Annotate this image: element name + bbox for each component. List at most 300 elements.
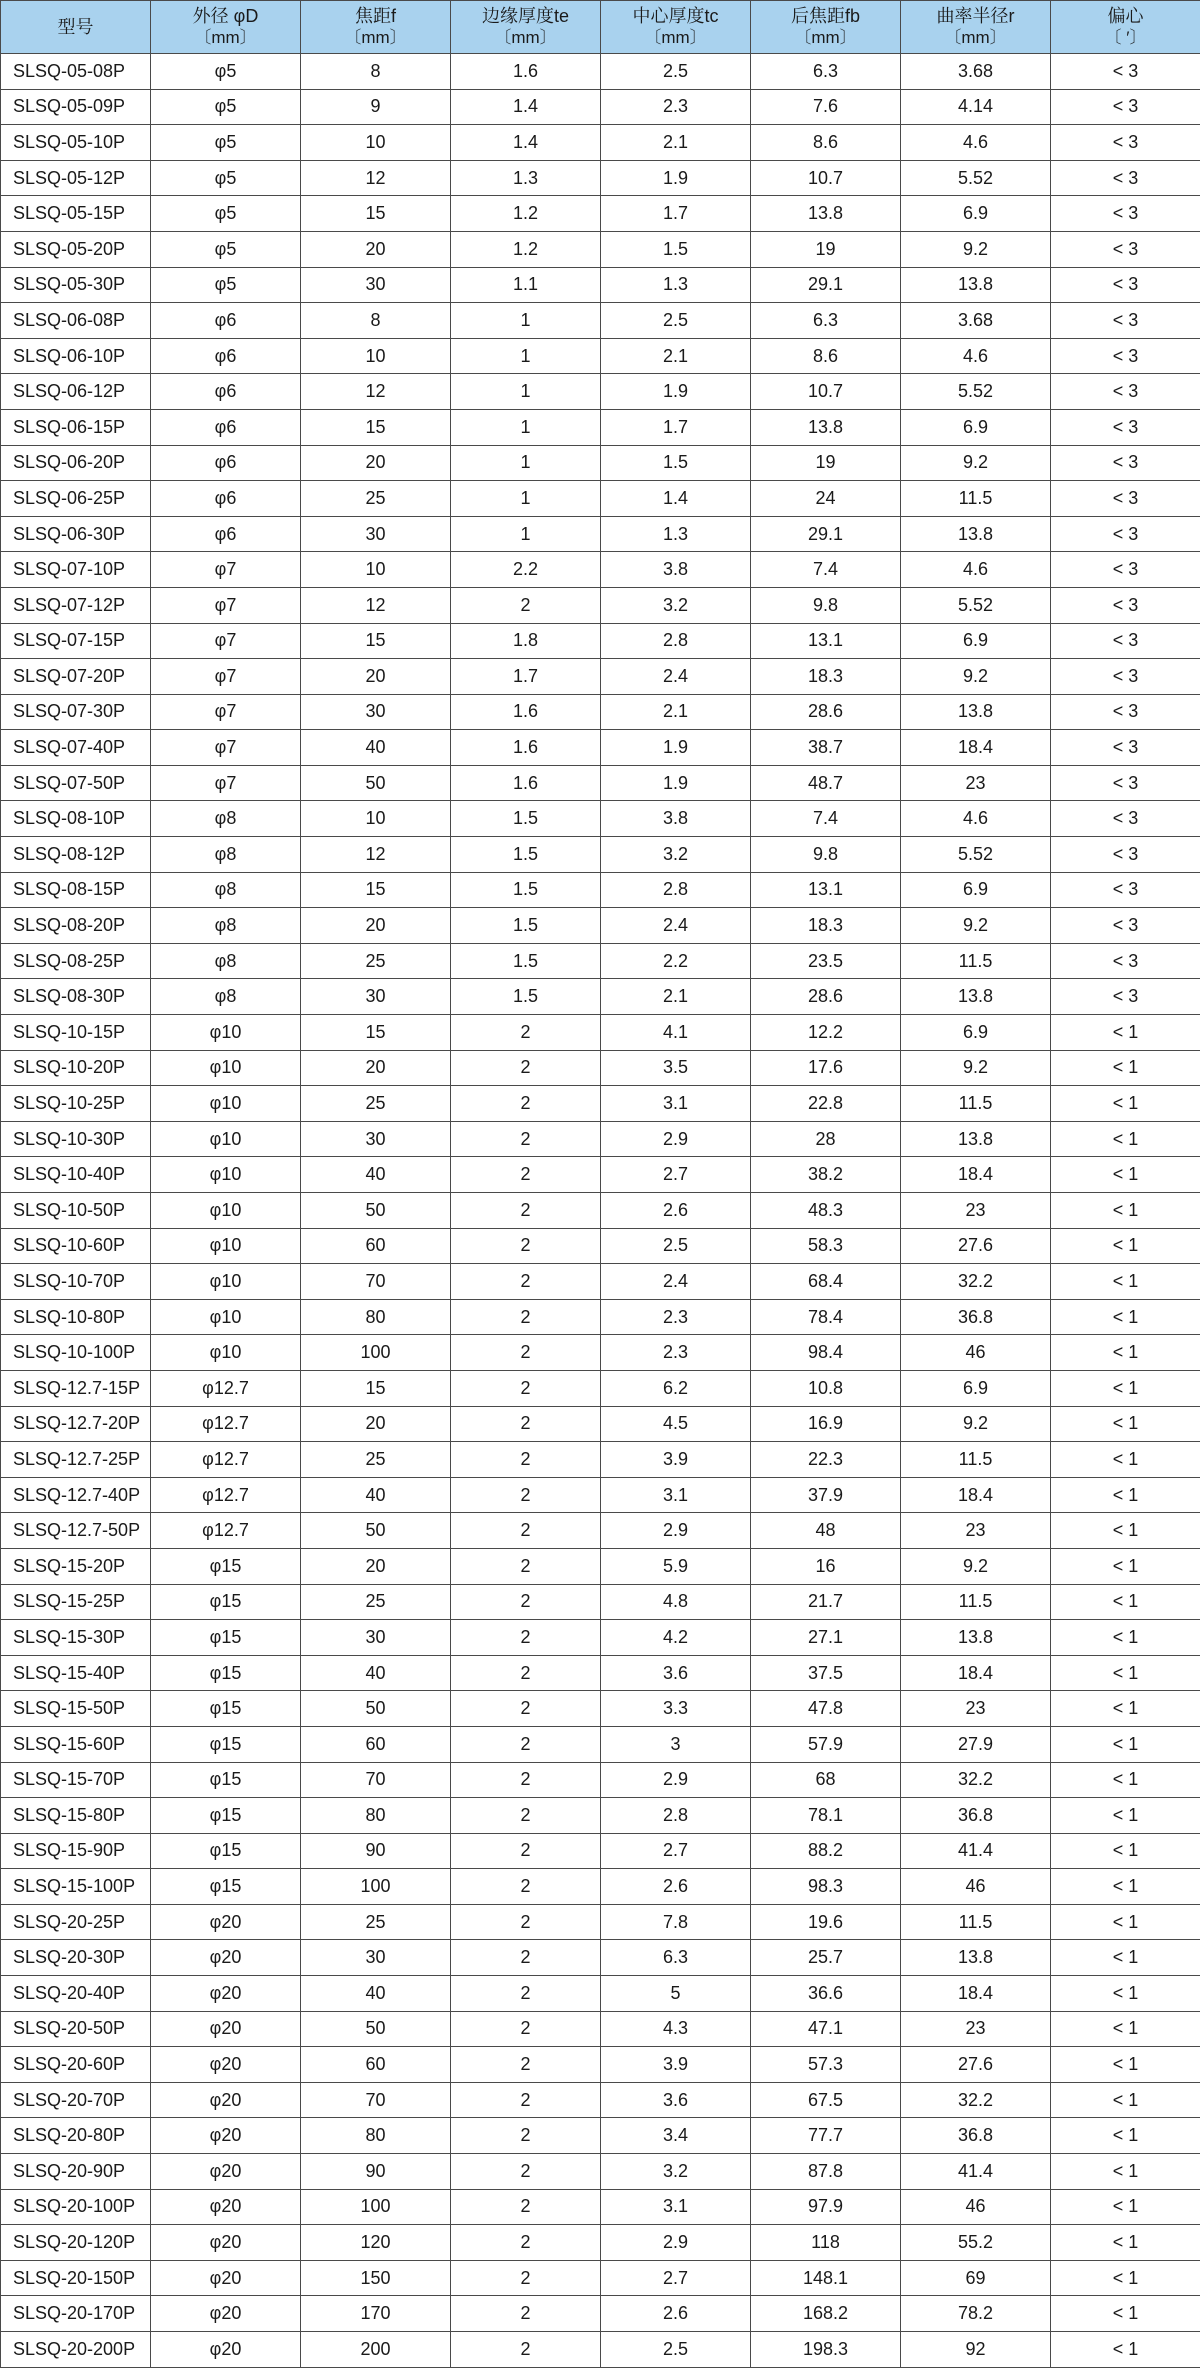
column-header-back-focal-length — [751, 1, 901, 54]
cell-edge-thickness: 1.6 — [451, 730, 601, 766]
cell-model: SLSQ-20-90P — [1, 2154, 151, 2190]
cell-eccentricity: < 1 — [1051, 1477, 1200, 1513]
column-header-model — [1, 1, 151, 54]
cell-edge-thickness: 1.5 — [451, 837, 601, 873]
cell-focal-length: 80 — [301, 2118, 451, 2154]
cell-eccentricity: < 1 — [1051, 2332, 1200, 2368]
cell-center-thickness: 4.5 — [601, 1406, 751, 1442]
table-row — [1, 2189, 1200, 2225]
cell-eccentricity: < 1 — [1051, 2082, 1200, 2118]
table-row — [1, 2082, 1200, 2118]
cell-edge-thickness: 2 — [451, 1940, 601, 1976]
cell-focal-length: 8 — [301, 303, 451, 339]
cell-back-focal-length: 19 — [751, 231, 901, 267]
cell-center-thickness: 2.3 — [601, 89, 751, 125]
cell-edge-thickness: 1.6 — [451, 765, 601, 801]
cell-edge-thickness: 2 — [451, 1548, 601, 1584]
cell-eccentricity: < 3 — [1051, 374, 1200, 410]
cell-eccentricity: < 1 — [1051, 1193, 1200, 1229]
cell-back-focal-length: 47.1 — [751, 2011, 901, 2047]
cell-curvature-radius: 4.6 — [901, 801, 1051, 837]
cell-center-thickness: 4.3 — [601, 2011, 751, 2047]
cell-edge-thickness: 2 — [451, 1798, 601, 1834]
cell-outer-diameter: φ15 — [151, 1833, 301, 1869]
cell-eccentricity: < 1 — [1051, 1584, 1200, 1620]
table-row — [1, 160, 1200, 196]
cell-back-focal-length: 13.1 — [751, 623, 901, 659]
cell-back-focal-length: 148.1 — [751, 2260, 901, 2296]
cell-curvature-radius: 32.2 — [901, 1264, 1051, 1300]
table-row — [1, 1442, 1200, 1478]
cell-eccentricity: < 1 — [1051, 1335, 1200, 1371]
cell-model: SLSQ-08-12P — [1, 837, 151, 873]
cell-outer-diameter: φ10 — [151, 1015, 301, 1051]
cell-outer-diameter: φ5 — [151, 160, 301, 196]
cell-model: SLSQ-10-20P — [1, 1050, 151, 1086]
cell-edge-thickness: 1.8 — [451, 623, 601, 659]
cell-edge-thickness: 1.5 — [451, 872, 601, 908]
cell-edge-thickness: 2 — [451, 1299, 601, 1335]
cell-eccentricity: < 3 — [1051, 231, 1200, 267]
cell-center-thickness: 5.9 — [601, 1548, 751, 1584]
cell-model: SLSQ-08-20P — [1, 908, 151, 944]
table-row — [1, 374, 1200, 410]
cell-center-thickness: 1.9 — [601, 730, 751, 766]
cell-curvature-radius: 13.8 — [901, 979, 1051, 1015]
column-header-label: 焦距f — [354, 6, 396, 26]
cell-model: SLSQ-05-30P — [1, 267, 151, 303]
cell-outer-diameter: φ20 — [151, 2118, 301, 2154]
cell-edge-thickness: 2 — [451, 1620, 601, 1656]
cell-center-thickness: 2.1 — [601, 694, 751, 730]
cell-model: SLSQ-06-20P — [1, 445, 151, 481]
cell-eccentricity: < 3 — [1051, 801, 1200, 837]
cell-center-thickness: 2.4 — [601, 659, 751, 695]
cell-center-thickness: 2.8 — [601, 623, 751, 659]
cell-model: SLSQ-10-15P — [1, 1015, 151, 1051]
cell-center-thickness: 3.2 — [601, 837, 751, 873]
cell-outer-diameter: φ20 — [151, 2225, 301, 2261]
cell-back-focal-length: 6.3 — [751, 54, 901, 90]
cell-eccentricity: < 3 — [1051, 659, 1200, 695]
cell-outer-diameter: φ5 — [151, 125, 301, 161]
cell-curvature-radius: 3.68 — [901, 54, 1051, 90]
column-header-center-thickness — [601, 1, 751, 54]
cell-edge-thickness: 1.2 — [451, 196, 601, 232]
cell-back-focal-length: 21.7 — [751, 1584, 901, 1620]
cell-back-focal-length: 48.3 — [751, 1193, 901, 1229]
cell-center-thickness: 2.2 — [601, 943, 751, 979]
cell-edge-thickness: 2 — [451, 1264, 601, 1300]
table-row — [1, 1798, 1200, 1834]
cell-eccentricity: < 3 — [1051, 694, 1200, 730]
cell-curvature-radius: 9.2 — [901, 1406, 1051, 1442]
table-row — [1, 516, 1200, 552]
cell-center-thickness: 2.9 — [601, 1762, 751, 1798]
table-row — [1, 196, 1200, 232]
cell-center-thickness: 1.3 — [601, 267, 751, 303]
cell-center-thickness: 3.5 — [601, 1050, 751, 1086]
table-row — [1, 1548, 1200, 1584]
cell-model: SLSQ-10-100P — [1, 1335, 151, 1371]
cell-curvature-radius: 27.9 — [901, 1726, 1051, 1762]
cell-back-focal-length: 12.2 — [751, 1015, 901, 1051]
cell-eccentricity: < 3 — [1051, 516, 1200, 552]
cell-edge-thickness: 2 — [451, 2332, 601, 2368]
cell-edge-thickness: 2 — [451, 2154, 601, 2190]
cell-back-focal-length: 19.6 — [751, 1904, 901, 1940]
cell-eccentricity: < 1 — [1051, 1869, 1200, 1905]
table-row — [1, 1762, 1200, 1798]
table-row — [1, 1406, 1200, 1442]
cell-edge-thickness: 2 — [451, 1655, 601, 1691]
cell-eccentricity: < 3 — [1051, 872, 1200, 908]
cell-eccentricity: < 1 — [1051, 1228, 1200, 1264]
cell-outer-diameter: φ12.7 — [151, 1442, 301, 1478]
cell-back-focal-length: 47.8 — [751, 1691, 901, 1727]
cell-center-thickness: 3.8 — [601, 801, 751, 837]
column-header-label: 偏心 — [1107, 6, 1144, 26]
cell-center-thickness: 6.3 — [601, 1940, 751, 1976]
cell-edge-thickness: 1.2 — [451, 231, 601, 267]
cell-back-focal-length: 57.3 — [751, 2047, 901, 2083]
cell-eccentricity: < 3 — [1051, 837, 1200, 873]
cell-back-focal-length: 10.7 — [751, 160, 901, 196]
cell-curvature-radius: 13.8 — [901, 516, 1051, 552]
table-row — [1, 1976, 1200, 2012]
cell-focal-length: 200 — [301, 2332, 451, 2368]
cell-eccentricity: < 1 — [1051, 1976, 1200, 2012]
cell-model: SLSQ-10-60P — [1, 1228, 151, 1264]
cell-back-focal-length: 78.1 — [751, 1798, 901, 1834]
cell-curvature-radius: 46 — [901, 2189, 1051, 2225]
cell-curvature-radius: 46 — [901, 1335, 1051, 1371]
cell-curvature-radius: 23 — [901, 1513, 1051, 1549]
cell-focal-length: 9 — [301, 89, 451, 125]
cell-curvature-radius: 6.9 — [901, 1370, 1051, 1406]
cell-focal-length: 15 — [301, 872, 451, 908]
table-row — [1, 1584, 1200, 1620]
table-body — [1, 54, 1200, 2368]
cell-outer-diameter: φ10 — [151, 1228, 301, 1264]
cell-curvature-radius: 5.52 — [901, 374, 1051, 410]
table-row — [1, 1050, 1200, 1086]
table-row — [1, 587, 1200, 623]
cell-outer-diameter: φ6 — [151, 481, 301, 517]
cell-center-thickness: 2.1 — [601, 338, 751, 374]
cell-outer-diameter: φ7 — [151, 659, 301, 695]
cell-model: SLSQ-20-25P — [1, 1904, 151, 1940]
cell-outer-diameter: φ20 — [151, 2189, 301, 2225]
cell-focal-length: 60 — [301, 2047, 451, 2083]
cell-outer-diameter: φ5 — [151, 89, 301, 125]
cell-center-thickness: 1.7 — [601, 196, 751, 232]
cell-focal-length: 50 — [301, 1193, 451, 1229]
cell-outer-diameter: φ10 — [151, 1086, 301, 1122]
cell-focal-length: 10 — [301, 125, 451, 161]
cell-model: SLSQ-15-30P — [1, 1620, 151, 1656]
cell-model: SLSQ-12.7-15P — [1, 1370, 151, 1406]
cell-curvature-radius: 18.4 — [901, 730, 1051, 766]
cell-back-focal-length: 7.6 — [751, 89, 901, 125]
cell-curvature-radius: 78.2 — [901, 2296, 1051, 2332]
cell-model: SLSQ-12.7-25P — [1, 1442, 151, 1478]
cell-eccentricity: < 3 — [1051, 730, 1200, 766]
cell-back-focal-length: 57.9 — [751, 1726, 901, 1762]
cell-outer-diameter: φ10 — [151, 1299, 301, 1335]
table-row — [1, 2154, 1200, 2190]
table-row — [1, 1086, 1200, 1122]
column-header-edge-thickness — [451, 1, 601, 54]
cell-focal-length: 40 — [301, 730, 451, 766]
cell-eccentricity: < 1 — [1051, 1157, 1200, 1193]
cell-back-focal-length: 17.6 — [751, 1050, 901, 1086]
cell-back-focal-length: 38.7 — [751, 730, 901, 766]
cell-center-thickness: 3.4 — [601, 2118, 751, 2154]
cell-focal-length: 100 — [301, 2189, 451, 2225]
cell-model: SLSQ-20-60P — [1, 2047, 151, 2083]
cell-outer-diameter: φ15 — [151, 1762, 301, 1798]
cell-back-focal-length: 68 — [751, 1762, 901, 1798]
cell-back-focal-length: 58.3 — [751, 1228, 901, 1264]
cell-back-focal-length: 18.3 — [751, 659, 901, 695]
cell-curvature-radius: 11.5 — [901, 481, 1051, 517]
cell-curvature-radius: 27.6 — [901, 1228, 1051, 1264]
cell-focal-length: 20 — [301, 1548, 451, 1584]
table-row — [1, 1121, 1200, 1157]
cell-outer-diameter: φ7 — [151, 765, 301, 801]
cell-edge-thickness: 2 — [451, 1904, 601, 1940]
cell-outer-diameter: φ8 — [151, 908, 301, 944]
cell-back-focal-length: 13.1 — [751, 872, 901, 908]
cell-center-thickness: 1.4 — [601, 481, 751, 517]
cell-focal-length: 15 — [301, 409, 451, 445]
table-row — [1, 481, 1200, 517]
cell-back-focal-length: 24 — [751, 481, 901, 517]
cell-back-focal-length: 6.3 — [751, 303, 901, 339]
cell-curvature-radius: 4.6 — [901, 338, 1051, 374]
cell-outer-diameter: φ6 — [151, 409, 301, 445]
cell-back-focal-length: 27.1 — [751, 1620, 901, 1656]
cell-model: SLSQ-05-08P — [1, 54, 151, 90]
cell-curvature-radius: 9.2 — [901, 1548, 1051, 1584]
table-row — [1, 2047, 1200, 2083]
cell-model: SLSQ-10-40P — [1, 1157, 151, 1193]
cell-model: SLSQ-15-90P — [1, 1833, 151, 1869]
cell-outer-diameter: φ8 — [151, 872, 301, 908]
cell-model: SLSQ-12.7-50P — [1, 1513, 151, 1549]
cell-model: SLSQ-08-30P — [1, 979, 151, 1015]
column-header-label: 外径 φD — [192, 6, 259, 26]
cell-eccentricity: < 1 — [1051, 1406, 1200, 1442]
cell-focal-length: 15 — [301, 1015, 451, 1051]
cell-eccentricity: < 1 — [1051, 1299, 1200, 1335]
table-row — [1, 1726, 1200, 1762]
cell-eccentricity: < 1 — [1051, 1833, 1200, 1869]
table-row — [1, 552, 1200, 588]
cell-eccentricity: < 1 — [1051, 1726, 1200, 1762]
cell-focal-length: 70 — [301, 1264, 451, 1300]
cell-eccentricity: < 1 — [1051, 1940, 1200, 1976]
table-row — [1, 979, 1200, 1015]
cell-edge-thickness: 2 — [451, 1370, 601, 1406]
cell-center-thickness: 3.8 — [601, 552, 751, 588]
cell-outer-diameter: φ6 — [151, 338, 301, 374]
cell-center-thickness: 3.9 — [601, 1442, 751, 1478]
cell-edge-thickness: 1.6 — [451, 694, 601, 730]
table-row — [1, 2296, 1200, 2332]
cell-outer-diameter: φ6 — [151, 445, 301, 481]
cell-eccentricity: < 3 — [1051, 481, 1200, 517]
cell-outer-diameter: φ15 — [151, 1620, 301, 1656]
cell-eccentricity: < 3 — [1051, 54, 1200, 90]
cell-focal-length: 90 — [301, 1833, 451, 1869]
cell-focal-length: 100 — [301, 1869, 451, 1905]
cell-center-thickness: 2.5 — [601, 2332, 751, 2368]
column-header-unit: 〔mm〕 — [194, 28, 257, 47]
cell-back-focal-length: 36.6 — [751, 1976, 901, 2012]
cell-outer-diameter: φ12.7 — [151, 1370, 301, 1406]
cell-edge-thickness: 1.5 — [451, 801, 601, 837]
cell-edge-thickness: 2 — [451, 1121, 601, 1157]
cell-edge-thickness: 2 — [451, 1157, 601, 1193]
cell-center-thickness: 2.3 — [601, 1299, 751, 1335]
table-row — [1, 659, 1200, 695]
cell-model: SLSQ-15-50P — [1, 1691, 151, 1727]
cell-center-thickness: 2.9 — [601, 1121, 751, 1157]
cell-model: SLSQ-10-80P — [1, 1299, 151, 1335]
table-row — [1, 872, 1200, 908]
cell-model: SLSQ-10-70P — [1, 1264, 151, 1300]
cell-edge-thickness: 2 — [451, 1726, 601, 1762]
cell-back-focal-length: 13.8 — [751, 409, 901, 445]
cell-eccentricity: < 1 — [1051, 1513, 1200, 1549]
cell-curvature-radius: 9.2 — [901, 659, 1051, 695]
cell-back-focal-length: 97.9 — [751, 2189, 901, 2225]
cell-eccentricity: < 1 — [1051, 1442, 1200, 1478]
cell-back-focal-length: 37.5 — [751, 1655, 901, 1691]
cell-outer-diameter: φ10 — [151, 1157, 301, 1193]
cell-model: SLSQ-15-70P — [1, 1762, 151, 1798]
cell-back-focal-length: 13.8 — [751, 196, 901, 232]
cell-focal-length: 30 — [301, 979, 451, 1015]
cell-outer-diameter: φ8 — [151, 837, 301, 873]
cell-model: SLSQ-10-30P — [1, 1121, 151, 1157]
cell-center-thickness: 2.1 — [601, 125, 751, 161]
cell-center-thickness: 2.5 — [601, 54, 751, 90]
cell-back-focal-length: 48 — [751, 1513, 901, 1549]
cell-outer-diameter: φ12.7 — [151, 1477, 301, 1513]
cell-back-focal-length: 23.5 — [751, 943, 901, 979]
cell-eccentricity: < 1 — [1051, 1620, 1200, 1656]
cell-back-focal-length: 9.8 — [751, 587, 901, 623]
cell-back-focal-length: 19 — [751, 445, 901, 481]
cell-eccentricity: < 3 — [1051, 552, 1200, 588]
cell-curvature-radius: 4.6 — [901, 552, 1051, 588]
table-row — [1, 2011, 1200, 2047]
cell-edge-thickness: 1.5 — [451, 979, 601, 1015]
cell-model: SLSQ-08-10P — [1, 801, 151, 837]
cell-curvature-radius: 46 — [901, 1869, 1051, 1905]
cell-curvature-radius: 13.8 — [901, 1620, 1051, 1656]
cell-center-thickness: 1.3 — [601, 516, 751, 552]
cell-model: SLSQ-15-60P — [1, 1726, 151, 1762]
cell-outer-diameter: φ8 — [151, 979, 301, 1015]
cell-center-thickness: 2.7 — [601, 2260, 751, 2296]
cell-edge-thickness: 1.4 — [451, 125, 601, 161]
column-header-label: 边缘厚度te — [481, 6, 569, 26]
column-header-focal-length — [301, 1, 451, 54]
cell-focal-length: 40 — [301, 1157, 451, 1193]
cell-model: SLSQ-06-08P — [1, 303, 151, 339]
cell-outer-diameter: φ7 — [151, 694, 301, 730]
cell-center-thickness: 3 — [601, 1726, 751, 1762]
cell-outer-diameter: φ5 — [151, 231, 301, 267]
cell-outer-diameter: φ20 — [151, 1904, 301, 1940]
cell-curvature-radius: 5.52 — [901, 587, 1051, 623]
cell-center-thickness: 3.9 — [601, 2047, 751, 2083]
cell-edge-thickness: 2 — [451, 1513, 601, 1549]
cell-back-focal-length: 37.9 — [751, 1477, 901, 1513]
cell-outer-diameter: φ15 — [151, 1584, 301, 1620]
cell-model: SLSQ-20-70P — [1, 2082, 151, 2118]
table-row — [1, 125, 1200, 161]
cell-center-thickness: 2.9 — [601, 2225, 751, 2261]
table-row — [1, 765, 1200, 801]
cell-edge-thickness: 2 — [451, 2296, 601, 2332]
cell-focal-length: 120 — [301, 2225, 451, 2261]
cell-outer-diameter: φ12.7 — [151, 1406, 301, 1442]
cell-focal-length: 15 — [301, 623, 451, 659]
cell-back-focal-length: 22.3 — [751, 1442, 901, 1478]
table-row — [1, 943, 1200, 979]
cell-model: SLSQ-20-30P — [1, 1940, 151, 1976]
cell-back-focal-length: 28 — [751, 1121, 901, 1157]
cell-focal-length: 30 — [301, 1121, 451, 1157]
table-row — [1, 445, 1200, 481]
column-header-unit: 〔mm〕 — [494, 28, 557, 47]
cell-center-thickness: 5 — [601, 1976, 751, 2012]
column-header-unit: 〔 ′〕 — [1104, 28, 1147, 47]
cell-outer-diameter: φ7 — [151, 587, 301, 623]
cell-outer-diameter: φ10 — [151, 1193, 301, 1229]
cell-edge-thickness: 2 — [451, 1406, 601, 1442]
cell-focal-length: 25 — [301, 1442, 451, 1478]
cell-outer-diameter: φ15 — [151, 1691, 301, 1727]
cell-eccentricity: < 1 — [1051, 2011, 1200, 2047]
cell-curvature-radius: 41.4 — [901, 2154, 1051, 2190]
cell-model: SLSQ-12.7-20P — [1, 1406, 151, 1442]
cell-curvature-radius: 11.5 — [901, 1086, 1051, 1122]
cell-center-thickness: 2.4 — [601, 1264, 751, 1300]
cell-back-focal-length: 7.4 — [751, 801, 901, 837]
table-row — [1, 1940, 1200, 1976]
table-row — [1, 231, 1200, 267]
cell-eccentricity: < 1 — [1051, 2189, 1200, 2225]
cell-model: SLSQ-05-15P — [1, 196, 151, 232]
column-header-label: 型号 — [57, 17, 94, 37]
cell-focal-length: 100 — [301, 1335, 451, 1371]
cell-eccentricity: < 3 — [1051, 303, 1200, 339]
cell-eccentricity: < 3 — [1051, 89, 1200, 125]
cell-edge-thickness: 2 — [451, 1015, 601, 1051]
cell-center-thickness: 3.2 — [601, 2154, 751, 2190]
cell-edge-thickness: 1 — [451, 374, 601, 410]
cell-focal-length: 30 — [301, 1620, 451, 1656]
cell-outer-diameter: φ15 — [151, 1798, 301, 1834]
cell-focal-length: 80 — [301, 1299, 451, 1335]
cell-outer-diameter: φ8 — [151, 801, 301, 837]
